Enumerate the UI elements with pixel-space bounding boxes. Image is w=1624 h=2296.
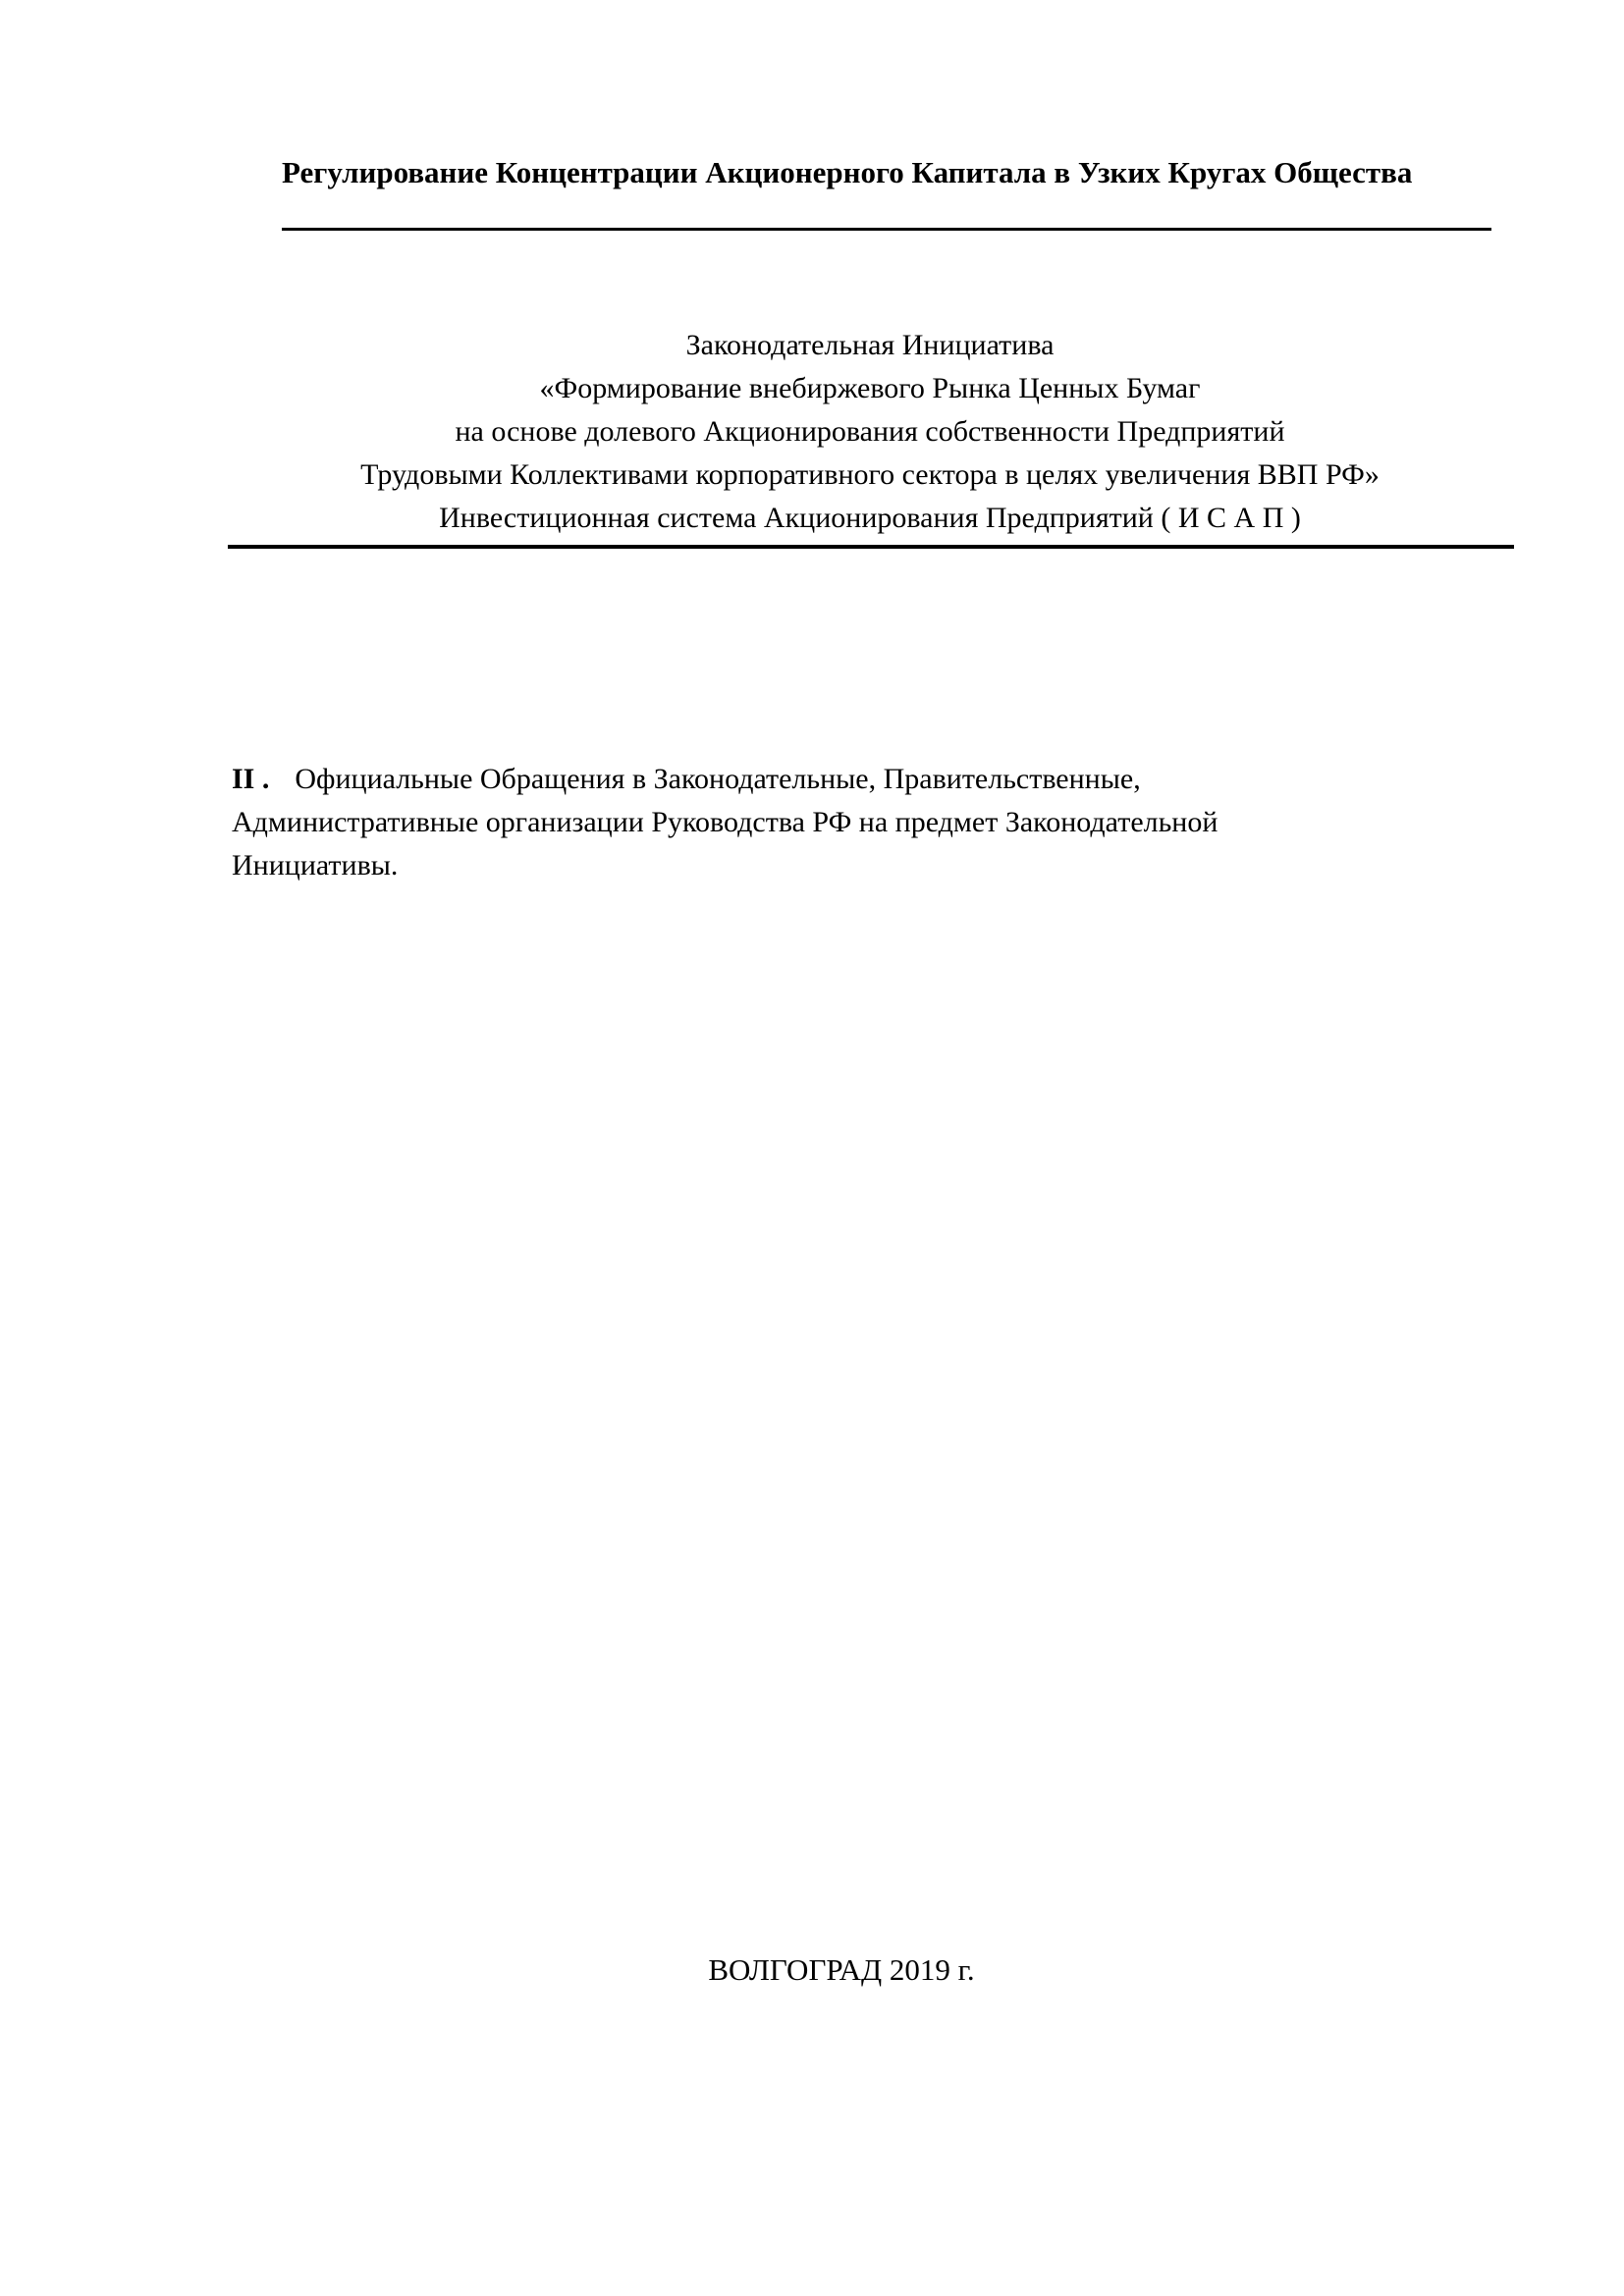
section-heading	[232, 758, 1390, 887]
section-text: Официальные Обращения в Законодательные, Правительственные,	[295, 763, 1141, 795]
footer-place-year: ВОЛГОГРАД 2019 г.	[708, 1952, 975, 1987]
initiative-title-block	[228, 324, 1512, 540]
initiative-divider	[228, 545, 1514, 549]
section-line-first	[232, 758, 1390, 801]
document-header-title: Регулирование Концентрации Акционерного Капитала в Узких Кругах Общества	[282, 155, 1413, 189]
initiative-line: «Формирование внебиржевого Рынка Ценных Бумаг	[539, 372, 1201, 404]
header-underline	[282, 228, 1491, 231]
section-number: II .	[232, 763, 270, 795]
initiative-line: на основе долевого Акционирования собственности Предприятий	[455, 415, 1285, 448]
section-text: Инициативы.	[232, 849, 399, 881]
initiative-line: Инвестиционная система Акционирования Предприятий ( И С А П )	[439, 502, 1301, 534]
initiative-line: Трудовыми Коллективами корпоративного сектора в целях увеличения ВВП РФ»	[360, 458, 1380, 491]
initiative-line: Законодательная Инициатива	[685, 329, 1055, 361]
section-text: Административные организации Руководства РФ на предмет Законодательной	[232, 806, 1218, 838]
